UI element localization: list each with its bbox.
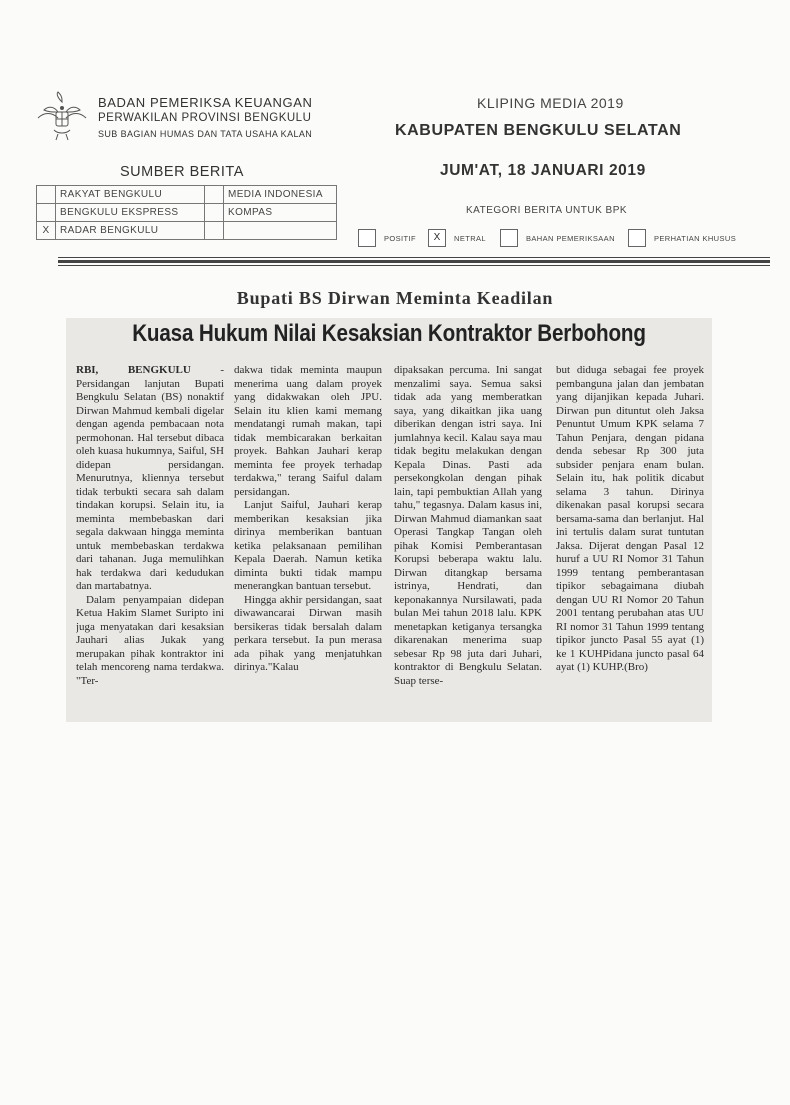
org-name-line2: PERWAKILAN PROVINSI BENGKULU	[98, 112, 312, 124]
source-name	[224, 222, 337, 240]
separator-line	[58, 260, 770, 263]
article-paragraph: - Persidangan lanjutan Bupati Bengkulu Selatan (BS) nonaktif Dirwan Mahmud kembali digelar dengan agenda pembacaan nota permohonan. Hal tersebut dibaca oleh kuasa hukumnya, Saiful, SH didepan persidangan. Menurutnya, kliennya tersebut tidak terbukti secara sah dalam tindakan korupsi. Selain itu, ia meminta membebaskan dari segala dakwaan hingga meminta untuk membebaskan terdakwa dari tahanan. Juga memulihkan hak terdakwa dari kedudukan dan martabatnya.	[76, 364, 224, 592]
source-mark	[37, 186, 56, 204]
article-subtitle: Bupati BS Dirwan Meminta Keadilan	[236, 288, 554, 308]
separator-line	[58, 257, 770, 258]
article-dateline: RBI, BENGKULU	[76, 364, 191, 376]
article-paragraph: Dalam penyampaian didepan Ketua Hakim Slamet Suripto ini juga menyatakan dari kesaksian Jauhari alias Jukak yang merupakan pihak kontraktor ini telah mencoreng nama terdakwa. "Ter-	[76, 593, 224, 687]
article-paragraph: but diduga sebagai fee proyek pembanguna jalan dan jembatan yang dijanjikan kepada Juhari. Dirwan pun dituntut oleh Jaksa Penuntut Umum KPK selama 7 Tahun Penjara, dengan pidana denda sebesar Rp 300 juta subsider penjara enam bulan. Selain itu, hak politik dicabut selama 3 tahun. Dirinya dikenakan pasal korupsi secara bersama-sama dan berlanjut. Hal ini tertulis dalam surat tuntutan Jaksa. Dijerat dengan Pasal 12 huruf a UU RI Nomor 31 Tahun 1999 tentang pemberantasan tipikor sebagaimana diubah dengan UU RI Nomor 20 Tahun 2001 tentang perubahan atas UU RI nomor 31 Tahun 1999 tentang tipikor juncto Pasal 55 ayat (1) ke 1 KUHPidana juncto pasal 64 ayat (1) KUHP.(Bro)	[556, 364, 704, 673]
article-column-2	[234, 364, 382, 716]
garuda-emblem-icon	[34, 88, 90, 148]
source-mark	[205, 222, 224, 240]
source-name: RAKYAT BENGKULU	[56, 186, 205, 204]
source-mark: X	[37, 222, 56, 240]
date-title: JUM'AT, 18 JANUARI 2019	[440, 162, 646, 179]
kategori-perhatian-label: PERHATIAN KHUSUS	[654, 234, 737, 243]
article-paragraph: dakwa tidak meminta maupun menerima uang dalam proyek yang didakwakan oleh JPU. Selain itu klien kami memang mendatangi rumah makan, tapi tidak membicarakan berkaitan proyek. Bahkan Jauhari kerap meminta fee proyek terhadap terdakwa," terang Saiful dalam persidangan.	[234, 364, 382, 498]
kategori-bahan-label: BAHAN PEMERIKSAAN	[526, 234, 615, 243]
source-mark	[37, 204, 56, 222]
source-name: KOMPAS	[224, 204, 337, 222]
kategori-bahan-checkbox	[500, 229, 518, 247]
article-paragraph: Hingga akhir persidangan, saat diwawancarai Dirwan masih bersikeras tidak bersalah dalam perkara tersebut. Ia pun merasa ada pihak yang menjatuhkan dirinya."Kalau	[234, 593, 382, 673]
article-paragraph: Lanjut Saiful, Jauhari kerap memberikan kesaksian jika dirinya memberikan bantuan ketika pelaksanaan pemilihan Kepala Daerah. Namun ketika diminta bukti tidak mampu menerangkan bantuan tersebut.	[234, 499, 382, 592]
kategori-positif-checkbox	[358, 229, 376, 247]
source-name: MEDIA INDONESIA	[224, 186, 337, 204]
org-name-line1: BADAN PEMERIKSA KEUANGAN	[98, 95, 313, 110]
source-row	[37, 186, 337, 204]
kategori-perhatian-checkbox	[628, 229, 646, 247]
article-paragraph: dipaksakan percuma. Ini sangat menzalimi saya. Semua saksi tidak ada yang memberatkan saya, yang dikaitkan jika uang diberikan dengan istri saya. Ini jumlahnya kecil. Kalau saya mau tidak begitu melakukan dengan Kepala Dinas. Pasti ada persekongkolan dengan pihak lain, tapi pembuktian Allah yang tahu," tegasnya. Dalam kasus ini, Dirwan Mahmud diamankan saat Operasi Tangkap Tangan oleh pihak Komisi Pemberantasan Korupsi beberapa waktu lalu. Dirwan ditangkap bersama istrinya, Hendrati, dan keponakannya Nursilawati, pada bulan Mei tahun 2018 lalu. KPK menetapkan ketiganya tersangka dikarenakan menerima suap sebesar Rp 98 juta dari Juhari, kontraktor di Bengkulu Selatan. Suap terse-	[394, 364, 542, 687]
sources-table	[36, 185, 337, 240]
kliping-title: KLIPING MEDIA 2019	[477, 95, 624, 111]
article-column-1	[76, 364, 224, 716]
sumber-berita-title: SUMBER BERITA	[120, 164, 244, 180]
separator-line	[58, 265, 770, 266]
kabupaten-title: KABUPATEN BENGKULU SELATAN	[395, 122, 682, 139]
kategori-positif-label: POSITIF	[384, 234, 416, 243]
source-mark	[205, 204, 224, 222]
article-column-3	[394, 364, 542, 716]
source-row	[37, 204, 337, 222]
kategori-netral-checkbox: X	[428, 229, 446, 247]
source-name: RADAR BENGKULU	[56, 222, 205, 240]
kategori-title: KATEGORI BERITA UNTUK BPK	[466, 205, 628, 216]
article-column-4	[556, 364, 704, 716]
source-mark	[205, 186, 224, 204]
source-name: BENGKULU EKSPRESS	[56, 204, 205, 222]
source-row	[37, 222, 337, 240]
article-headline: Kuasa Hukum Nilai Kesaksian Kontraktor Berbohong	[132, 320, 646, 347]
kategori-netral-label: NETRAL	[454, 234, 486, 243]
org-name-line3: SUB BAGIAN HUMAS DAN TATA USAHA KALAN	[98, 129, 313, 139]
